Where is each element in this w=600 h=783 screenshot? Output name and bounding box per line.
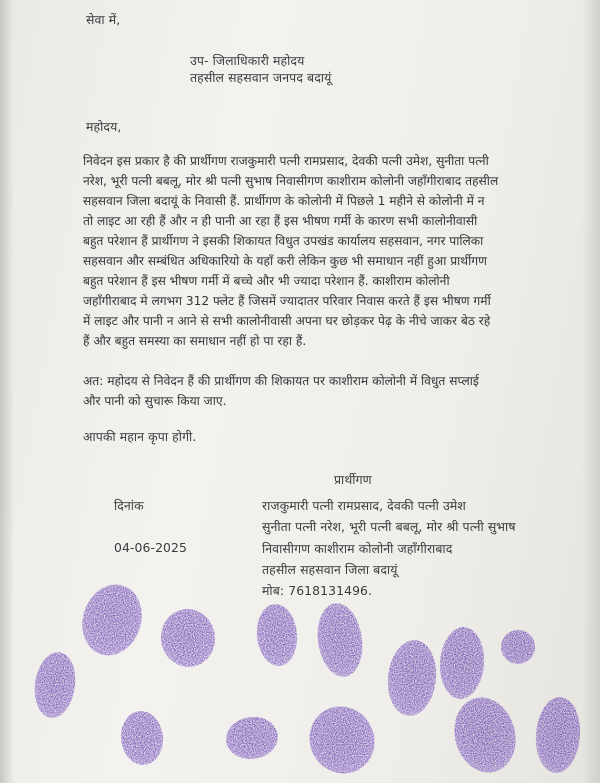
addressee-title: उप- जिलाधिकारी महोदय bbox=[190, 53, 305, 68]
thumbprint bbox=[73, 577, 150, 663]
body-line: बहुत परेशान हैं इस भीषण गर्मी में बच्चे और भी ज्यादा परेशान हैं. काशीराम कोलोनी bbox=[83, 274, 450, 288]
thumbprint bbox=[223, 714, 280, 763]
greeting: महोदय, bbox=[86, 119, 122, 134]
body-line: निवेदन इस प्रकार है की प्रार्थीगण राजकुमारी पत्नी रामप्रसाद, देवकी पत्नी उमेश, सुनीता पत्नी bbox=[83, 154, 489, 168]
addressee-office: तहसील सहसवान जनपद बदायूं bbox=[190, 70, 332, 85]
body-line: जहाँगीराबाद मे लगभग 312 फ्लेट हैं जिसमें ज्यादातर परिवार निवास करते हैं इस भीषण गर्मी bbox=[83, 294, 491, 308]
mobile-number: मोब: 7618131496. bbox=[262, 583, 373, 598]
applicant-names-2: सुनीता पत्नी नरेश, भूरी पत्नी बबलू, मोर श्री पत्नी सुभाष bbox=[262, 519, 516, 534]
thumbprint bbox=[313, 600, 367, 679]
body-line: नरेश, भूरी पत्नी बबलू, मोर श्री पत्नी सुभाष निवासीगण काशीराम कोलोनी जहाँगीराबाद तहसील bbox=[83, 174, 499, 188]
thumbprint bbox=[118, 709, 165, 767]
body-line: सहसवान और सम्बंधित अधिकारियो के यहाँ करी लेकिन कुछ भी समाधान नहीं हुआ प्रार्थीगण bbox=[83, 254, 487, 268]
thumbprint bbox=[297, 695, 386, 783]
thumbprint bbox=[446, 691, 524, 780]
body-line: तो लाइट आ रही हैं और न ही पानी आ रहा हैं इस भीषण गर्मी के कारण सभी कालोनीवासी bbox=[83, 214, 478, 228]
body-line: सहसवान जिला बदायूं के निवासी हैं. प्रार्थीगण के कोलोनी में पिछले 1 महीने से कोलोनी में न bbox=[83, 194, 485, 208]
request-line: अत: महोदय से निवेदन हैं की प्रार्थीगण की शिकायत पर काशीराम कोलोनी में विधुत सप्लाई bbox=[83, 374, 479, 388]
thumbprint bbox=[254, 602, 299, 667]
thumbprint bbox=[533, 696, 582, 775]
body-line: में लाइट और पानी न आने से सभी कालोनीवासी अपना घर छोड़कर पेढ़ के नीचे जाकर बेठ रहे bbox=[83, 314, 491, 328]
applicant-tehsil: तहसील सहसवान जिला बदायूं bbox=[262, 562, 398, 577]
thumbprint bbox=[501, 630, 535, 664]
thumbprints-area bbox=[0, 570, 600, 783]
thumbprint bbox=[384, 638, 440, 719]
request-line: और पानी को सुचारू किया जाए. bbox=[83, 394, 227, 408]
thumbprint bbox=[156, 605, 219, 671]
date-value: 04-06-2025 bbox=[114, 540, 188, 555]
body-line: हैं और बहुत समस्या का समाधान नहीं हो पा रहा हैं. bbox=[83, 334, 307, 348]
thumbprint bbox=[438, 626, 487, 701]
thumbprint bbox=[31, 650, 80, 721]
salutation-to: सेवा में, bbox=[86, 12, 121, 27]
applicants-heading: प्रार्थीगण bbox=[334, 472, 372, 487]
date-label: दिनांक bbox=[114, 498, 144, 513]
applicant-residence: निवासीगण काशीराम कोलोनी जहाँगीराबाद bbox=[262, 541, 453, 556]
closing-line: आपकी महान कृपा होगी. bbox=[83, 429, 197, 444]
applicant-names-1: राजकुमारी पत्नी रामप्रसाद, देवकी पत्नी उमेश bbox=[262, 498, 466, 513]
body-line: बहुत परेशान हैं प्रार्थीगण ने इसकी शिकायत विधुत उपखंड कार्यालय सहसवान, नगर पालिका bbox=[83, 234, 484, 248]
